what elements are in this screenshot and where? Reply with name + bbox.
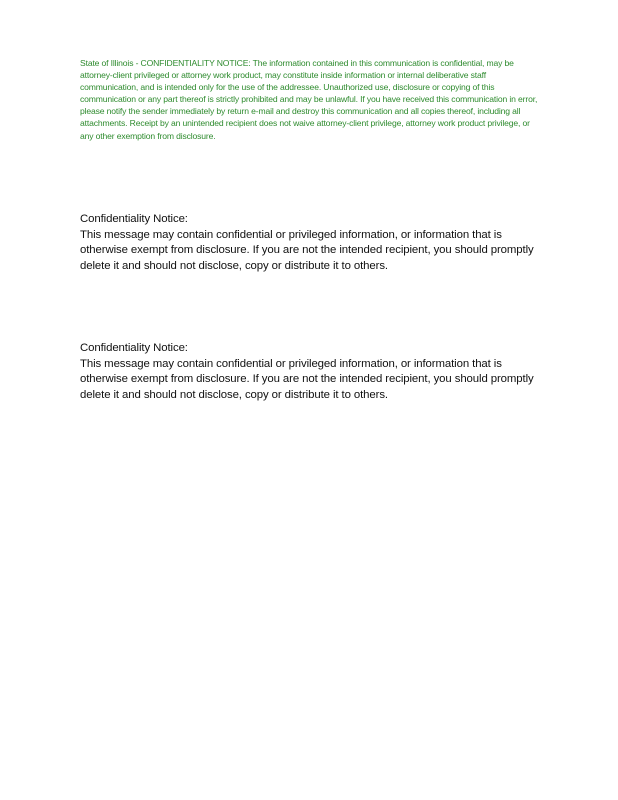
confidentiality-notice-body: This message may contain confidential or privileged information, or information that is otherwise exempt from disclosure. If you are not the intended recipient, you should promptly delete it and should not disclose, copy or distribute it to others. — [80, 228, 534, 272]
state-confidentiality-notice: State of Illinois - CONFIDENTIALITY NOTICE: The information contained in this communication is confidential, may be attorney-client privileged or attorney work product, may constitute inside information or internal deliberative staff communication, and is intended only for the use of the addressee. Unauthorized use, disclosure or copying of this communication or any part thereof is strictly prohibited and may be unlawful. If you have received this communication in error, please notify the sender immediately by return e-mail and destroy this communication and all copies thereof, including all attachments. Receipt by an unintended recipient does not waive attorney-client privilege, attorney work product privilege, or any other exemption from disclosure. — [80, 58, 538, 141]
confidentiality-notice-block — [80, 341, 542, 403]
confidentiality-notice-body: This message may contain confidential or privileged information, or information that is otherwise exempt from disclosure. If you are not the intended recipient, you should promptly delete it and should not disclose, copy or distribute it to others. — [80, 357, 534, 401]
confidentiality-notice-block — [80, 212, 542, 274]
confidentiality-notice-heading: Confidentiality Notice: — [80, 342, 188, 354]
confidentiality-notice-heading: Confidentiality Notice: — [80, 213, 188, 225]
